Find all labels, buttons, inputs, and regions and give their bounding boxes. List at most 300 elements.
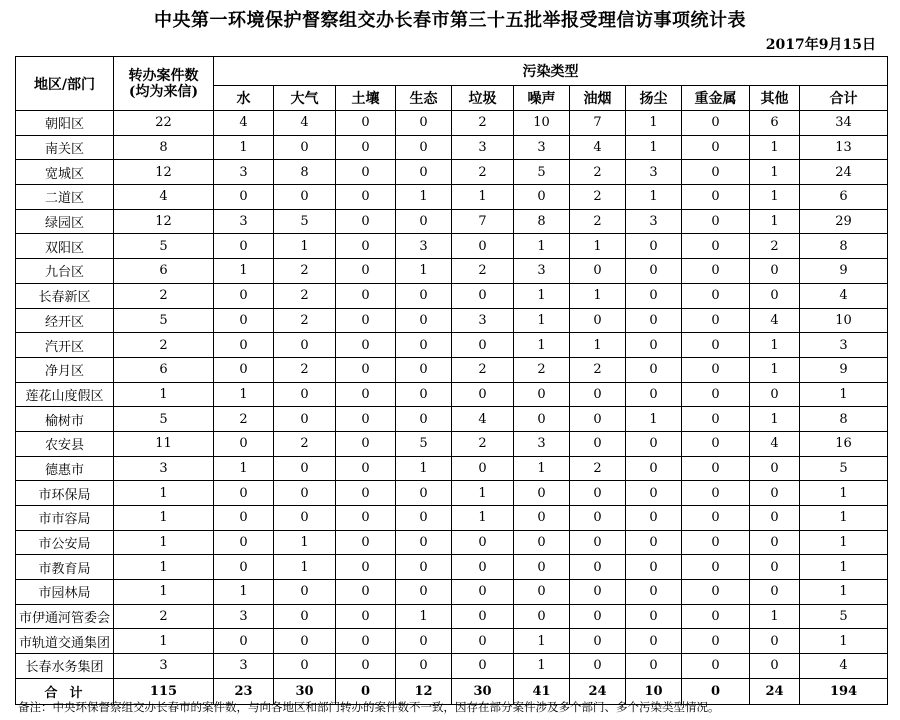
value-cell: 0 — [214, 185, 274, 210]
region-cell: 市教育局 — [16, 555, 114, 580]
value-cell: 0 — [682, 259, 750, 284]
value-cell: 1 — [274, 234, 336, 259]
value-cell: 2 — [214, 407, 274, 432]
value-cell: 1 — [800, 555, 888, 580]
total-value-cell: 0 — [336, 678, 396, 704]
value-cell: 0 — [682, 629, 750, 654]
value-cell: 0 — [570, 604, 626, 629]
page-title: 中央第一环境保护督察组交办长春市第三十五批举报受理信访事项统计表 — [154, 10, 746, 31]
value-cell: 0 — [514, 506, 570, 531]
value-cell: 0 — [682, 604, 750, 629]
value-cell: 1 — [750, 209, 800, 234]
value-cell: 0 — [682, 160, 750, 185]
cases-header-line1: 转办案件数 — [128, 67, 199, 84]
value-cell: 0 — [452, 456, 514, 481]
type-header: 扬尘 — [626, 86, 682, 111]
value-cell: 0 — [396, 654, 452, 679]
value-cell: 1 — [214, 580, 274, 605]
cases-cell: 4 — [114, 185, 214, 210]
table-row — [16, 654, 888, 679]
table-row — [16, 357, 888, 382]
value-cell: 1 — [750, 135, 800, 160]
value-cell: 0 — [396, 111, 452, 136]
value-cell: 0 — [452, 333, 514, 358]
region-cell: 农安县 — [16, 431, 114, 456]
value-cell: 1 — [514, 283, 570, 308]
value-cell: 0 — [626, 629, 682, 654]
value-cell: 0 — [336, 456, 396, 481]
value-cell: 16 — [800, 431, 888, 456]
value-cell: 5 — [800, 604, 888, 629]
type-header: 大气 — [274, 86, 336, 111]
value-cell: 0 — [626, 234, 682, 259]
value-cell: 1 — [514, 333, 570, 358]
region-cell: 经开区 — [16, 308, 114, 333]
region-cell: 榆树市 — [16, 407, 114, 432]
value-cell: 0 — [274, 604, 336, 629]
total-value-cell: 41 — [514, 678, 570, 704]
region-cell: 市园林局 — [16, 580, 114, 605]
value-cell: 1 — [800, 382, 888, 407]
value-cell: 0 — [682, 530, 750, 555]
value-cell: 0 — [336, 333, 396, 358]
value-cell: 0 — [626, 604, 682, 629]
region-header: 地区/部门 — [16, 57, 114, 111]
total-value-cell: 24 — [750, 678, 800, 704]
cases-cell: 1 — [114, 506, 214, 531]
value-cell: 0 — [274, 135, 336, 160]
value-cell: 0 — [750, 506, 800, 531]
total-value-cell: 115 — [114, 678, 214, 704]
value-cell: 1 — [626, 111, 682, 136]
region-cell: 九台区 — [16, 259, 114, 284]
type-header: 重金属 — [682, 86, 750, 111]
region-cell: 市伊通河管委会 — [16, 604, 114, 629]
region-cell: 莲花山度假区 — [16, 382, 114, 407]
region-cell: 市轨道交通集团 — [16, 629, 114, 654]
value-cell: 0 — [214, 283, 274, 308]
value-cell: 3 — [214, 209, 274, 234]
table-body — [16, 111, 888, 705]
value-cell: 1 — [514, 234, 570, 259]
value-cell: 0 — [336, 530, 396, 555]
region-cell: 德惠市 — [16, 456, 114, 481]
value-cell: 0 — [336, 506, 396, 531]
total-value-cell: 24 — [570, 678, 626, 704]
value-cell: 0 — [750, 283, 800, 308]
value-cell: 3 — [214, 604, 274, 629]
region-cell: 长春水务集团 — [16, 654, 114, 679]
value-cell: 10 — [514, 111, 570, 136]
table-row — [16, 604, 888, 629]
value-cell: 4 — [800, 654, 888, 679]
value-cell: 0 — [514, 382, 570, 407]
value-cell: 0 — [750, 481, 800, 506]
cases-cell: 8 — [114, 135, 214, 160]
report-date: 2017年9月15日 — [765, 37, 876, 53]
value-cell: 2 — [452, 431, 514, 456]
value-cell: 0 — [626, 357, 682, 382]
value-cell: 1 — [214, 382, 274, 407]
value-cell: 0 — [396, 283, 452, 308]
value-cell: 0 — [336, 481, 396, 506]
value-cell: 2 — [570, 185, 626, 210]
type-header: 油烟 — [570, 86, 626, 111]
value-cell: 0 — [396, 580, 452, 605]
value-cell: 13 — [800, 135, 888, 160]
value-cell: 1 — [750, 333, 800, 358]
value-cell: 5 — [396, 431, 452, 456]
value-cell: 0 — [336, 259, 396, 284]
value-cell: 0 — [682, 135, 750, 160]
value-cell: 0 — [214, 431, 274, 456]
value-cell: 0 — [396, 407, 452, 432]
value-cell: 0 — [570, 654, 626, 679]
value-cell: 0 — [570, 259, 626, 284]
value-cell: 4 — [750, 431, 800, 456]
value-cell: 3 — [214, 160, 274, 185]
value-cell: 0 — [214, 308, 274, 333]
value-cell: 1 — [514, 456, 570, 481]
value-cell: 3 — [452, 135, 514, 160]
value-cell: 0 — [396, 135, 452, 160]
value-cell: 0 — [452, 283, 514, 308]
value-cell: 0 — [750, 555, 800, 580]
value-cell: 9 — [800, 357, 888, 382]
table-row — [16, 160, 888, 185]
value-cell: 2 — [570, 160, 626, 185]
value-cell: 0 — [396, 357, 452, 382]
statistics-table — [15, 56, 888, 705]
table-row — [16, 580, 888, 605]
value-cell: 1 — [396, 259, 452, 284]
value-cell: 0 — [750, 629, 800, 654]
value-cell: 1 — [214, 135, 274, 160]
value-cell: 0 — [682, 555, 750, 580]
value-cell: 1 — [396, 185, 452, 210]
value-cell: 0 — [214, 234, 274, 259]
table-row — [16, 456, 888, 481]
value-cell: 1 — [626, 135, 682, 160]
value-cell: 0 — [336, 629, 396, 654]
value-cell: 0 — [570, 629, 626, 654]
value-cell: 0 — [214, 555, 274, 580]
value-cell: 0 — [514, 481, 570, 506]
value-cell: 0 — [274, 481, 336, 506]
value-cell: 1 — [750, 407, 800, 432]
table-row — [16, 481, 888, 506]
value-cell: 0 — [396, 308, 452, 333]
value-cell: 0 — [396, 629, 452, 654]
value-cell: 8 — [514, 209, 570, 234]
value-cell: 5 — [274, 209, 336, 234]
value-cell: 0 — [336, 308, 396, 333]
table-row — [16, 382, 888, 407]
table-row — [16, 135, 888, 160]
table-row — [16, 209, 888, 234]
value-cell: 2 — [274, 283, 336, 308]
value-cell: 2 — [274, 308, 336, 333]
value-cell: 0 — [336, 234, 396, 259]
cases-cell: 1 — [114, 530, 214, 555]
cases-cell: 12 — [114, 160, 214, 185]
value-cell: 3 — [514, 431, 570, 456]
value-cell: 5 — [800, 456, 888, 481]
cases-cell: 1 — [114, 382, 214, 407]
table-row — [16, 308, 888, 333]
value-cell: 3 — [514, 259, 570, 284]
value-cell: 0 — [514, 604, 570, 629]
value-cell: 9 — [800, 259, 888, 284]
total-value-cell: 12 — [396, 678, 452, 704]
type-header: 噪声 — [514, 86, 570, 111]
value-cell: 3 — [800, 333, 888, 358]
cases-cell: 3 — [114, 456, 214, 481]
value-cell: 1 — [396, 604, 452, 629]
value-cell: 0 — [452, 530, 514, 555]
cases-cell: 1 — [114, 555, 214, 580]
value-cell: 0 — [336, 654, 396, 679]
value-cell: 0 — [336, 283, 396, 308]
type-header: 合计 — [800, 86, 888, 111]
value-cell: 0 — [214, 481, 274, 506]
value-cell: 3 — [514, 135, 570, 160]
value-cell: 0 — [452, 555, 514, 580]
value-cell: 0 — [682, 456, 750, 481]
value-cell: 0 — [626, 333, 682, 358]
value-cell: 0 — [570, 555, 626, 580]
value-cell: 2 — [570, 209, 626, 234]
value-cell: 2 — [570, 456, 626, 481]
value-cell: 2 — [570, 357, 626, 382]
region-cell: 双阳区 — [16, 234, 114, 259]
value-cell: 0 — [626, 580, 682, 605]
value-cell: 0 — [514, 185, 570, 210]
value-cell: 0 — [396, 209, 452, 234]
value-cell: 0 — [336, 135, 396, 160]
value-cell: 1 — [800, 580, 888, 605]
value-cell: 29 — [800, 209, 888, 234]
value-cell: 3 — [626, 209, 682, 234]
region-cell: 长春新区 — [16, 283, 114, 308]
value-cell: 0 — [336, 111, 396, 136]
value-cell: 2 — [274, 431, 336, 456]
value-cell: 1 — [750, 604, 800, 629]
value-cell: 2 — [452, 259, 514, 284]
value-cell: 1 — [800, 506, 888, 531]
value-cell: 0 — [570, 580, 626, 605]
value-cell: 3 — [452, 308, 514, 333]
value-cell: 1 — [570, 333, 626, 358]
region-cell: 市市容局 — [16, 506, 114, 531]
total-value-cell: 30 — [274, 678, 336, 704]
value-cell: 0 — [682, 308, 750, 333]
value-cell: 0 — [514, 580, 570, 605]
value-cell: 0 — [336, 160, 396, 185]
total-value-cell: 0 — [682, 678, 750, 704]
value-cell: 0 — [214, 357, 274, 382]
value-cell: 0 — [396, 530, 452, 555]
footnote: 备注：中央环保督察组交办长春市的案件数，与向各地区和部门转办的案件数不一致，因存在部分案件涉及多个部门、多个污染类型情况。 — [18, 700, 720, 714]
value-cell: 0 — [336, 555, 396, 580]
value-cell: 1 — [800, 481, 888, 506]
value-cell: 1 — [214, 259, 274, 284]
value-cell: 0 — [682, 283, 750, 308]
cases-cell: 22 — [114, 111, 214, 136]
value-cell: 1 — [570, 234, 626, 259]
value-cell: 0 — [570, 431, 626, 456]
value-cell: 0 — [682, 209, 750, 234]
value-cell: 8 — [800, 234, 888, 259]
value-cell: 1 — [626, 407, 682, 432]
region-cell: 绿园区 — [16, 209, 114, 234]
value-cell: 0 — [682, 357, 750, 382]
type-header: 垃圾 — [452, 86, 514, 111]
value-cell: 3 — [626, 160, 682, 185]
value-cell: 0 — [274, 506, 336, 531]
value-cell: 1 — [214, 456, 274, 481]
value-cell: 0 — [626, 530, 682, 555]
region-cell: 宽城区 — [16, 160, 114, 185]
value-cell: 0 — [750, 530, 800, 555]
cases-cell: 5 — [114, 308, 214, 333]
value-cell: 0 — [682, 382, 750, 407]
value-cell: 8 — [274, 160, 336, 185]
value-cell: 0 — [514, 555, 570, 580]
value-cell: 0 — [514, 530, 570, 555]
total-value-cell: 194 — [800, 678, 888, 704]
value-cell: 0 — [626, 259, 682, 284]
type-header: 生态 — [396, 86, 452, 111]
value-cell: 0 — [570, 308, 626, 333]
value-cell: 0 — [214, 333, 274, 358]
value-cell: 0 — [396, 333, 452, 358]
value-cell: 0 — [274, 185, 336, 210]
region-cell: 南关区 — [16, 135, 114, 160]
header-row-top — [16, 57, 888, 86]
value-cell: 0 — [514, 407, 570, 432]
cases-cell: 5 — [114, 407, 214, 432]
type-header: 水 — [214, 86, 274, 111]
value-cell: 0 — [452, 382, 514, 407]
value-cell: 0 — [750, 382, 800, 407]
cases-cell: 1 — [114, 629, 214, 654]
value-cell: 0 — [214, 506, 274, 531]
cases-cell: 2 — [114, 333, 214, 358]
value-cell: 0 — [626, 456, 682, 481]
value-cell: 0 — [682, 580, 750, 605]
value-cell: 0 — [682, 407, 750, 432]
value-cell: 2 — [274, 259, 336, 284]
value-cell: 0 — [452, 580, 514, 605]
value-cell: 7 — [452, 209, 514, 234]
value-cell: 0 — [214, 629, 274, 654]
value-cell: 0 — [750, 259, 800, 284]
value-cell: 0 — [336, 382, 396, 407]
value-cell: 0 — [396, 481, 452, 506]
value-cell: 0 — [336, 357, 396, 382]
value-cell: 4 — [214, 111, 274, 136]
value-cell: 0 — [452, 629, 514, 654]
value-cell: 1 — [452, 185, 514, 210]
value-cell: 0 — [626, 654, 682, 679]
value-cell: 1 — [514, 654, 570, 679]
value-cell: 4 — [452, 407, 514, 432]
value-cell: 0 — [274, 407, 336, 432]
value-cell: 0 — [336, 185, 396, 210]
value-cell: 1 — [514, 629, 570, 654]
value-cell: 6 — [800, 185, 888, 210]
value-cell: 1 — [800, 530, 888, 555]
value-cell: 0 — [682, 111, 750, 136]
table-row — [16, 506, 888, 531]
value-cell: 0 — [750, 654, 800, 679]
value-cell: 0 — [336, 209, 396, 234]
value-cell: 0 — [570, 407, 626, 432]
value-cell: 4 — [570, 135, 626, 160]
cases-cell: 1 — [114, 481, 214, 506]
value-cell: 1 — [514, 308, 570, 333]
table-row — [16, 530, 888, 555]
cases-cell: 6 — [114, 357, 214, 382]
table-row — [16, 431, 888, 456]
total-value-cell: 10 — [626, 678, 682, 704]
value-cell: 0 — [452, 234, 514, 259]
value-cell: 7 — [570, 111, 626, 136]
value-cell: 0 — [396, 506, 452, 531]
region-cell: 市公安局 — [16, 530, 114, 555]
cases-cell: 3 — [114, 654, 214, 679]
value-cell: 1 — [626, 185, 682, 210]
value-cell: 0 — [336, 580, 396, 605]
value-cell: 0 — [336, 604, 396, 629]
value-cell: 0 — [274, 456, 336, 481]
cases-cell: 12 — [114, 209, 214, 234]
region-cell: 二道区 — [16, 185, 114, 210]
value-cell: 0 — [626, 481, 682, 506]
table-row — [16, 111, 888, 136]
value-cell: 0 — [750, 580, 800, 605]
value-cell: 1 — [750, 357, 800, 382]
type-header: 土壤 — [336, 86, 396, 111]
total-label: 合计 — [16, 678, 114, 704]
value-cell: 4 — [750, 308, 800, 333]
value-cell: 0 — [626, 382, 682, 407]
value-cell: 2 — [452, 111, 514, 136]
value-cell: 1 — [452, 506, 514, 531]
value-cell: 0 — [682, 185, 750, 210]
value-cell: 2 — [274, 357, 336, 382]
value-cell: 2 — [514, 357, 570, 382]
value-cell: 0 — [452, 604, 514, 629]
value-cell: 0 — [396, 555, 452, 580]
cases-cell: 11 — [114, 431, 214, 456]
value-cell: 24 — [800, 160, 888, 185]
value-cell: 1 — [570, 283, 626, 308]
value-cell: 0 — [626, 308, 682, 333]
cases-header-line2: (均为来信) — [128, 83, 199, 100]
value-cell: 0 — [274, 654, 336, 679]
value-cell: 0 — [626, 506, 682, 531]
value-cell: 3 — [396, 234, 452, 259]
cases-cell: 5 — [114, 234, 214, 259]
cases-header — [114, 57, 214, 111]
table-row — [16, 234, 888, 259]
total-value-cell: 30 — [452, 678, 514, 704]
value-cell: 2 — [452, 357, 514, 382]
cases-cell: 6 — [114, 259, 214, 284]
region-cell: 净月区 — [16, 357, 114, 382]
